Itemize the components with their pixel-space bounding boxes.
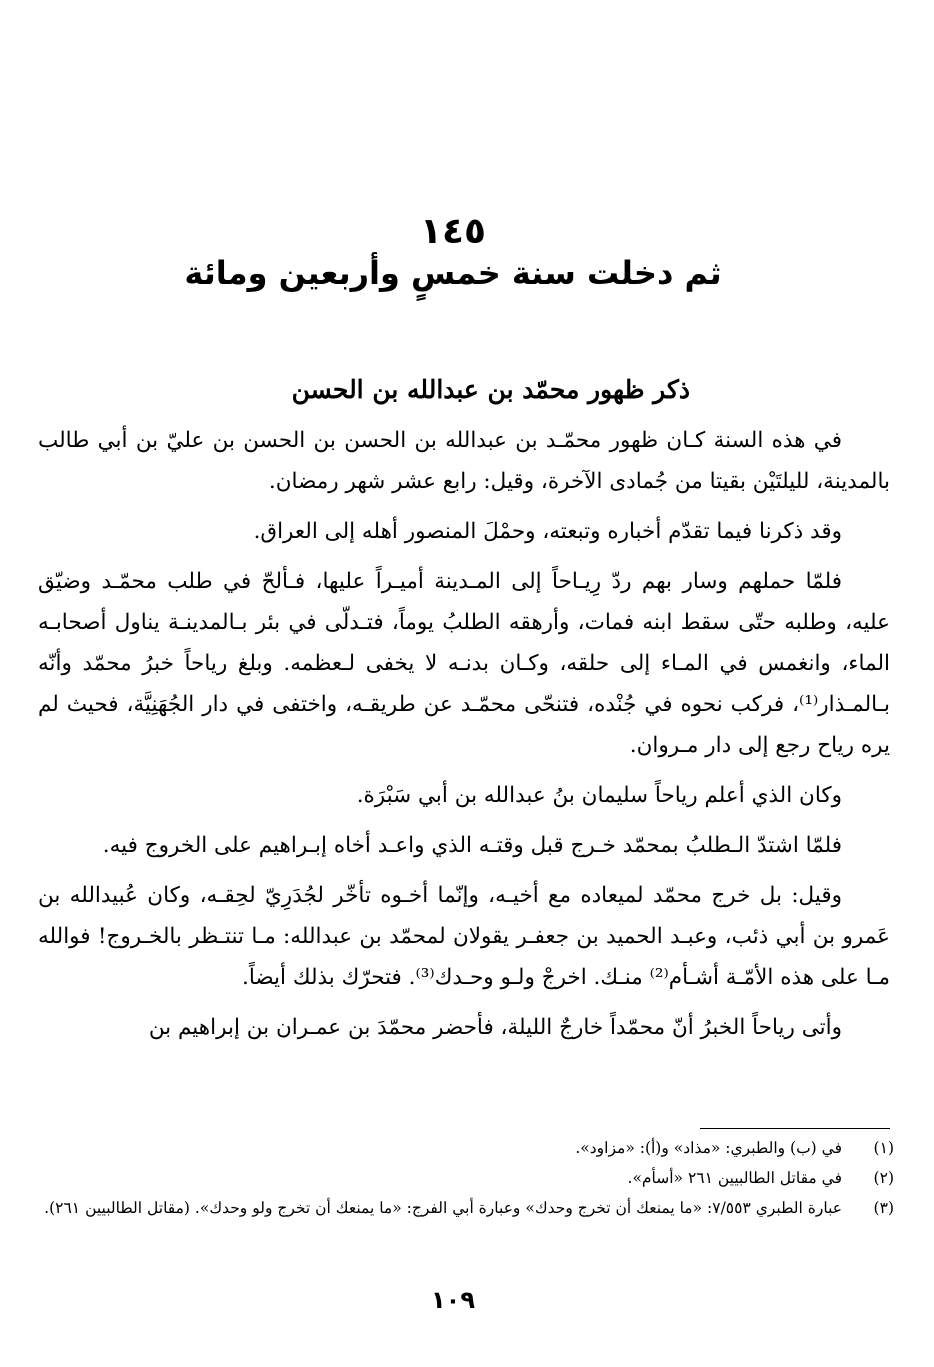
footnote xyxy=(34,1163,894,1193)
paragraph: فلمّا حملهم وسار بهم ردّ رِيـاحاً إلى المـدينة أميـراً عليها، فـألحّ في طلب محمّـد وضيّق عليه، وطلبه حتّى سقط ابنه فمات، وأرهقه الطلبُ يوماً، فتـدلّى في بئر بـالمدينـة يناول أصحابـه الماء، وانغمس في المـاء إلى حلقه، وكـان بدنـه لا يخفى لـعظمه. وبلغ رياحاً خبرُ محمّد وأنّه بـالمـذار⁽¹⁾، فركب نحوه في جُنْده، فتنحّى محمّـد عن طريقـه، واختفى في دار الجُهَنِيَّة، فحيث لم يره رياح رجع إلى دار مـروان. xyxy=(38,569,890,758)
page-number: ١٠٩ xyxy=(431,1286,475,1314)
paragraph: فلمّا اشتدّ الـطلبُ بمحمّد خـرج قبل وقتـه الذي واعـد أخاه إبـراهيم على الخروج فيه. xyxy=(102,833,842,858)
footnote xyxy=(34,1133,894,1163)
footnote-text: في مقاتل الطالبيين ٢٦١ «أسأم». xyxy=(627,1169,842,1187)
paragraph: وقيل: بل خرج محمّد لميعاده مع أخيـه، وإنّما أخـوه تأخّر لجُدَرِيّ لحِقـه، وكان عُبيدالله بن عَمرو بن أبي ذئب، وعبـد الحميد بن جعفـر يقولان لمحمّد بن عبدالله: مـا تنتـظر بالخـروج! فوالله مـا على هذه الأمّـة أشـأم⁽²⁾ منـك. اخرجْ ولـو وحـدك⁽³⁾. فتحرّك بذلك أيضاً. xyxy=(38,883,890,990)
footnote-text: عبارة الطبري ٧/٥٥٣: «ما يمنعك أن تخرج وحدك» وعبارة أبي الفرج: «ما يمنعك أن تخرج ولو وحدك». (مقاتل الطالبيين ٢٦١). xyxy=(44,1199,842,1217)
footnote-marker: (٣) xyxy=(873,1199,894,1217)
footnote-marker: (٢) xyxy=(873,1169,894,1187)
chapter-title: ثم دخلت سنة خمسٍ وأربعين ومائة xyxy=(184,254,722,292)
footnote xyxy=(34,1193,894,1223)
year-number: ١٤٥ xyxy=(420,211,486,252)
footnote-divider xyxy=(700,1128,890,1129)
body-text xyxy=(38,420,890,1057)
paragraph: وأتى رياحاً الخبرُ أنّ محمّداً خارجٌ الليلة، فأحضر محمّدَ بن عمـران بن إبراهيم بن xyxy=(148,1015,842,1040)
footnote-marker: (١) xyxy=(873,1139,894,1157)
paragraph: وكان الذي أعلم رياحاً سليمان بنُ عبدالله بن أبي سَبْرَة. xyxy=(356,783,842,808)
section-heading: ذكر ظهور محمّد بن عبدالله بن الحسن xyxy=(291,375,690,404)
paragraph: وقد ذكرنا فيما تقدّم أخباره وتبعته، وحمْلَ المنصور أهله إلى العراق. xyxy=(253,519,842,544)
footnotes xyxy=(34,1133,894,1223)
paragraph: في هذه السنة كـان ظهور محمّـد بن عبدالله بن الحسن بن الحسن بن عليّ بن أبي طالب بالمدينة، لليلتَيْن بقيتا من جُمادى الآخرة، وقيل: رابع عشر شهر رمضان. xyxy=(38,428,890,494)
footnote-text: في (ب) والطبري: «مذاد» و(أ): «مزاود». xyxy=(575,1139,842,1157)
